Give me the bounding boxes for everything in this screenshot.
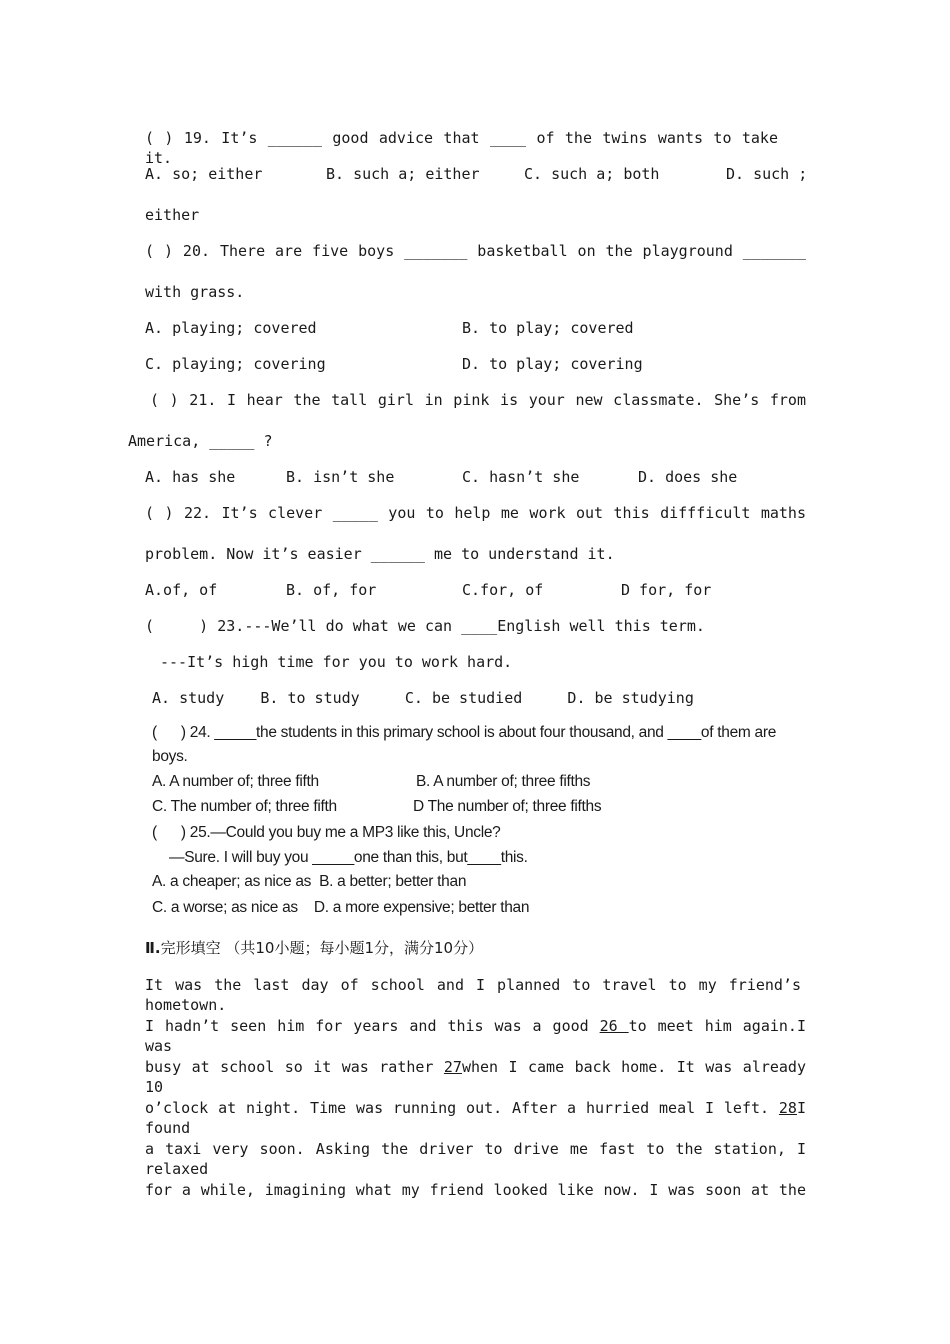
q19-option-d: D. such ; (726, 165, 808, 183)
q20-stem-cont: with grass. (145, 283, 245, 301)
q22-option-c: C.for, of (462, 581, 544, 599)
q24-option-c: C. The number of; three fifth (152, 798, 337, 815)
q19-stem: ( ) 19. It’s ______ good advice that ____ of the twins wants to take it. (145, 129, 778, 167)
blank-26: 26 (599, 1017, 629, 1035)
blank-28: 28 (778, 1099, 797, 1117)
passage-line-2 (145, 1016, 806, 1056)
q23-reply: ---It’s high time for you to work hard. (160, 653, 513, 671)
passage-line-1: It was the last day of school and I planned to travel to my friend’s hometown. (145, 976, 801, 1014)
passage-line-5: a taxi very soon. Asking the driver to drive me fast to the station, I relaxed (145, 1140, 806, 1178)
q21-option-d: D. does she (638, 468, 738, 486)
q24-option-d: D The number of; three fifths (413, 798, 602, 815)
section-title: 完形填空 （共10小题；每小题1分，满分10分） (160, 939, 484, 957)
q19-option-c: C. such a; both (524, 165, 660, 183)
q20-option-c: C. playing; covering (145, 355, 326, 373)
passage-text: when I came back home. It was already 10 (145, 1058, 806, 1096)
q24-option-a: A. A number of; three fifth (152, 773, 319, 790)
q20-option-a: A. playing; covered (145, 319, 317, 337)
q25-options-ab: A. a cheaper; as nice as B. a better; better than (152, 873, 467, 890)
section-numeral: Ⅱ. (145, 939, 161, 957)
passage-text: o’clock at night. Time was running out. After a hurried meal I left. (145, 1099, 779, 1117)
q20-option-b: B. to play; covered (462, 319, 634, 337)
q21-option-b: B. isn’t she (286, 468, 395, 486)
passage-line-3 (145, 1057, 806, 1097)
q25-stem: ( ) 25.—Could you buy me a MP3 like this, Uncle? (152, 824, 501, 841)
passage-text: busy at school so it was rather (145, 1058, 444, 1076)
q21-option-a: A. has she (145, 468, 236, 486)
q21-stem: ( ) 21. I hear the tall girl in pink is your new classmate. She’s from (150, 391, 806, 409)
q22-option-d: D for, for (621, 581, 712, 599)
q20-stem: ( ) 20. There are five boys _______ basketball on the playground _______ (145, 242, 806, 260)
q21-stem-cont: America, _____ ? (128, 432, 273, 450)
q24-option-b: B. A number of; three fifths (416, 773, 591, 790)
q23-stem: ( ) 23.---We’ll do what we can ____English well this term. (145, 617, 705, 635)
q22-stem: ( ) 22. It’s clever _____ you to help me work out this diffficult maths (145, 504, 806, 522)
passage-line-6: for a while, imagining what my friend looked like now. I was soon at the (145, 1181, 806, 1199)
passage-text: I found (145, 1099, 806, 1137)
q20-option-d: D. to play; covering (462, 355, 643, 373)
q22-option-b: B. of, for (286, 581, 377, 599)
q23-options: A. study B. to study C. be studied D. be studying (152, 689, 694, 707)
blank-27: 27 (443, 1058, 462, 1076)
passage-text: to meet him again.I was (145, 1017, 806, 1055)
q19-option-d-cont: either (145, 206, 200, 224)
section-heading (145, 938, 483, 958)
q25-options-cd: C. a worse; as nice as D. a more expensive; better than (152, 899, 530, 916)
q24-stem-cont: boys. (152, 748, 188, 765)
q24-stem: ( ) 24. _____the students in this primary school is about four thousand, and ____of them are (152, 724, 777, 741)
q19-option-a: A. so; either (145, 165, 263, 183)
q25-reply: —Sure. I will buy you _____one than this, but____this. (169, 849, 528, 866)
q21-option-c: C. hasn’t she (462, 468, 580, 486)
q22-option-a: A.of, of (145, 581, 218, 599)
q19-option-b: B. such a; either (326, 165, 480, 183)
q22-stem-cont: problem. Now it’s easier ______ me to understand it. (145, 545, 615, 563)
passage-line-4 (145, 1098, 806, 1138)
passage-text: I hadn’t seen him for years and this was a good (145, 1017, 600, 1035)
